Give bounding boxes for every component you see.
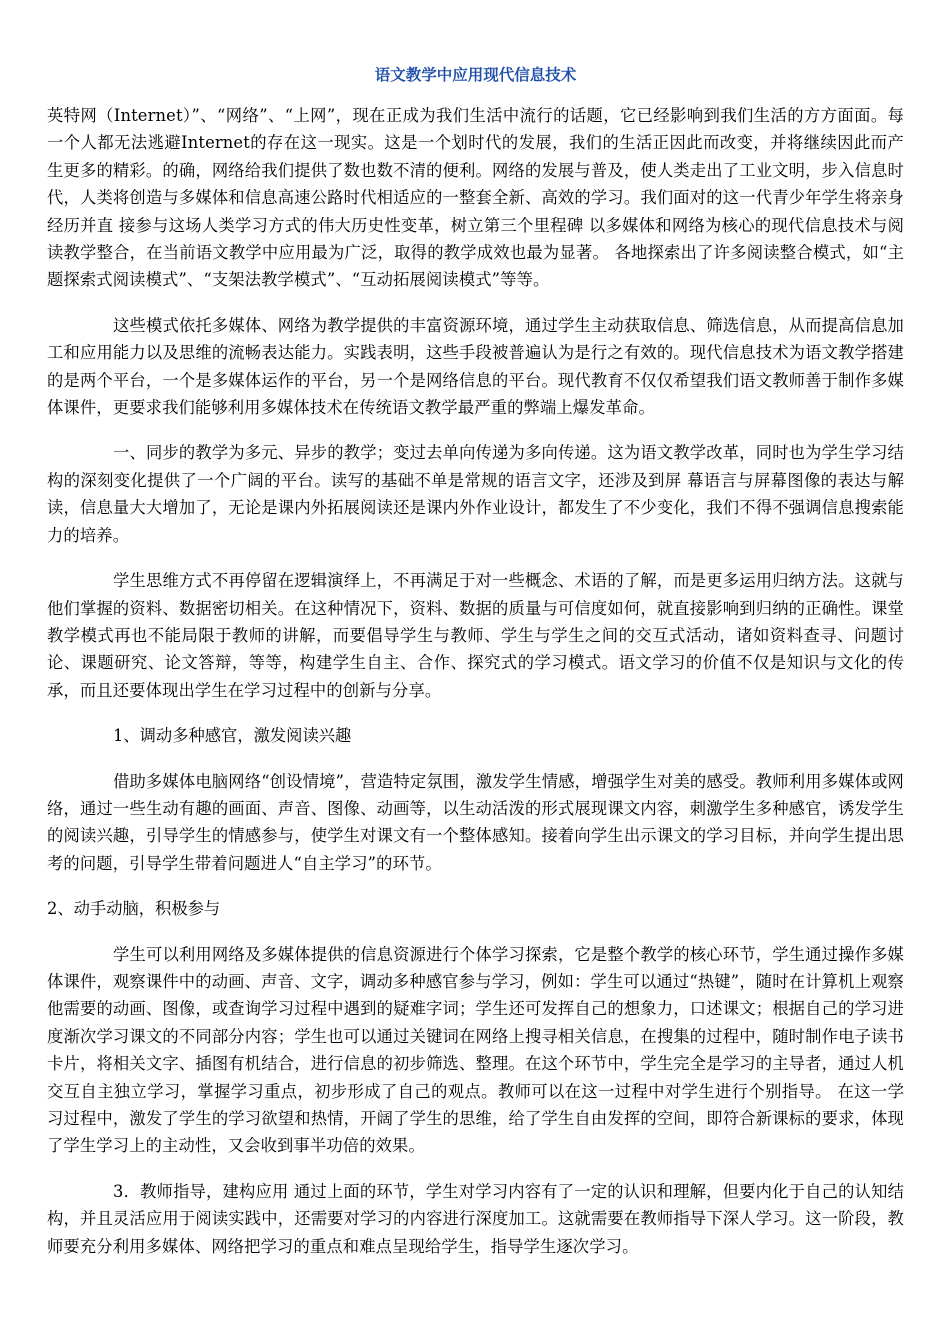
section-heading-1: 1、调动多种感官，激发阅读兴趣 bbox=[113, 726, 352, 746]
document-title: 语文教学中应用现代信息技术 bbox=[374, 66, 577, 84]
section-heading-2: 2、动手动脑，积极参与 bbox=[47, 899, 221, 919]
paragraph-teacher-guidance: 3．教师指导，建构应用 通过上面的环节，学生对学习内容有了一定的认识和理解，但要内化于自己的认知结构，并且灵活应用于阅读实践中，还需要对学习的内容进行深度加工。这就需要在教师指导下深人学习。这一阶段，教师要充分利用多媒体、网络把学习的重点和难点呈现给学生，指导学生逐次学习。 bbox=[47, 1181, 904, 1256]
paragraph-participation: 学生可以利用网络及多媒体提供的信息资源进行个体学习探索，它是整个教学的核心环节，学生通过操作多媒体课件，观察课件中的动画、声音、文字，调动多种感官参与学习，例如：学生可以通过“热键”，随时在计算机上观察他需要的动画、图像，或查询学习过程中遇到的疑难字词；学生还可发挥自己的想象力，口述课文；根据自己的学习进度渐次学习课文的不同部分内容；学生也可以通过关键词在网络上搜寻相关信息，在搜集的过程中，随时制作电子读书卡片，将相关文字、插图有机结合，进行信息的初步筛选、整理。在这个环节中，学生完全是学习的主导者，通过人机交互自主独立学习，掌握学习重点，初步形成了自己的观点。教师可以在这一过程中对学生进行个别指导。 在这一学习过程中，激发了学生的学习欲望和热情，开阔了学生的思维，给了学生自由发挥的空间，即符合新课标的要求，体现了学生学习上的主动性，又会收到事半功倍的效果。 bbox=[47, 944, 904, 1156]
paragraph-intro: 英特网（Internet）”、“网络”、“上网”，现在正成为我们生活中流行的话题，它已经影响到我们生活的方方面面。每一个人都无法逃避Internet的存在这一现实。这是一个划时代的发展，我们的生活正因此而改变，并将继续因此而产生更多的精彩。的确，网络给我们提供了数也数不清的便利。网络的发展与普及，使人类走出了工业文明，步入信息时代，人类将创造与多媒体和信息高速公路时代相适应的一整套全新、高效的学习。我们面对的这一代青少年学生将亲身经历并直 接参与这场人类学习方式的伟大历史性变革，树立第三个里程碑 以多媒体和网络为核心的现代信息技术与阅读教学整合，在当前语文教学中应用最为广泛，取得的教学成效也最为显著。 各地探索出了许多阅读整合模式，如“主题探索式阅读模式”、“支架法教学模式”、“互动拓展阅读模式”等等。 bbox=[47, 106, 904, 290]
paragraph-models: 这些模式依托多媒体、网络为教学提供的丰富资源环境，通过学生主动获取信息、筛选信息，从而提高信息加工和应用能力以及思维的流畅表达能力。实践表明，这些手段被普遍认为是行之有效的。现代信息技术为语文教学搭建的是两个平台，一个是多媒体运作的平台，另一个是网络信息的平台。现代教育不仅仅希望我们语文教师善于制作多媒体课件，更要求我们能够利用多媒体技术在传统语文教学最严重的弊端上爆发革命。 bbox=[47, 315, 904, 418]
paragraph-platform: 一、同步的教学为多元、异步的教学；变过去单向传递为多向传递。这为语文教学改革，同时也为学生学习结构的深刻变化提供了一个广阔的平台。读写的基础不单是常规的语言文字，还涉及到屏 幕语言与屏幕图像的表达与解读，信息量大大增加了，无论是课内外拓展阅读还是课内外作业设计，都发生了不少变化，我们不得不强调信息搜索能力的培养。 bbox=[47, 443, 904, 545]
paragraph-senses: 借助多媒体电脑网络“创设情境”，营造特定氛围，激发学生情感，增强学生对美的感受。教师利用多媒体或网络，通过一些生动有趣的画面、声音、图像、动画等，以生动活泼的形式展现课文内容，刺激学生多种感官，诱发学生的阅读兴趣，引导学生的情感参与，使学生对课文有一个整体感知。接着向学生出示课文的学习目标，并向学生提出思考的问题，引导学生带着问题进人“自主学习”的环节。 bbox=[47, 771, 904, 873]
paragraph-thinking: 学生思维方式不再停留在逻辑演绎上，不再满足于对一些概念、术语的了解，而是更多运用归纳方法。这就与他们掌握的资料、数据密切相关。在这种情况下，资料、数据的质量与可信度如何，就直接影响到归纳的正确性。课堂教学模式再也不能局限于教师的讲解，而要倡导学生与教师、学生与学生之间的交互式活动，诸如资料查寻、问题讨论、课题研究、论文答辩，等等，构建学生自主、合作、探究式的学习模式。语文学习的价值不仅是知识与文化的传承，而且还要体现出学生在学习过程中的创新与分享。 bbox=[47, 571, 904, 700]
